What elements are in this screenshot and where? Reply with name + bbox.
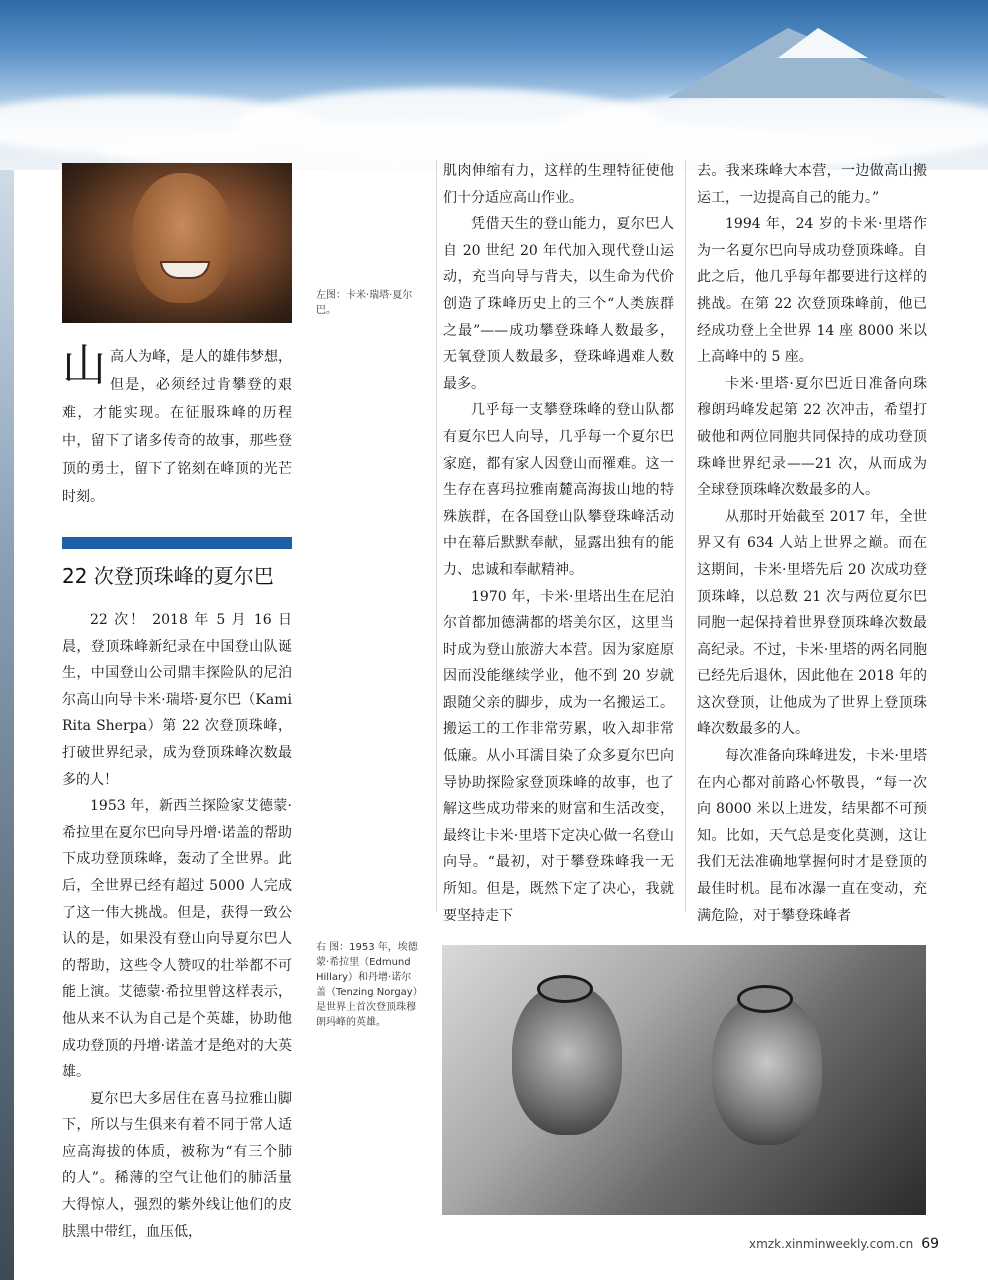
- col3-paragraph: 1994 年，24 岁的卡米·里塔作为一名夏尔巴向导成功登顶珠峰。自此之后，他几乎每年都要进行这样的挑战。在第 22 次登顶珠峰前，他已经成功登上全世界 14 座 8000 米以上高峰中的 5 座。: [697, 216, 927, 366]
- column-divider: [685, 160, 686, 912]
- page-number: 69: [921, 1236, 940, 1252]
- section-title: 22 次登顶珠峰的夏尔巴: [62, 564, 274, 588]
- snow-cap-shape: [778, 28, 868, 58]
- footer-url: xmzk.xinminweekly.com.cn: [749, 1237, 914, 1251]
- column-3: [697, 158, 927, 929]
- hillary-figure: [512, 985, 622, 1135]
- column-divider: [436, 160, 437, 912]
- left-edge-photo-strip: [0, 170, 14, 1280]
- col1-paragraph: 夏尔巴大多居住在喜马拉雅山脚下，所以与生俱来有着不同于常人适应高海拔的体质，被称为“有三个肺的人”。稀薄的空气让他们的肺活量大得惊人，强烈的紫外线让他们的皮肤黑中带红，血压低，: [62, 1090, 292, 1240]
- col1-paragraph: 1953 年，新西兰探险家艾德蒙·希拉里在夏尔巴向导丹增·诺盖的帮助下成功登顶珠峰，轰动了全世界。此后，全世界已经有超过 5000 人完成了这一伟大挑战。但是，获得一致公认的是，如果没有登山向导夏尔巴人的帮助，这些令人赞叹的壮举都不可能上演。艾德蒙·希拉里曾这样表示，他从来不认为自己是个英雄，协助他成功登顶的丹增·诺盖才是绝对的大英雄。: [62, 798, 292, 1081]
- col2-paragraph: 1970 年，卡米·里塔出生在尼泊尔首都加德满都的塔美尔区，这里当时成为登山旅游大本营。因为家庭原因而没能继续学业，他不到 20 岁就跟随父亲的脚步，成为一名搬运工。搬运工的工作非常劳累，收入却非常低廉。从小耳濡目染了众多夏尔巴向导协助探险家登顶珠峰的故事，也了解这些成功带来的财富和生活改变，最终让卡米·里塔下定决心做一名登山向导。“最初，对于攀登珠峰我一无所知。但是，既然下定了决心，我就要坚持走下: [443, 588, 674, 924]
- face-shape: [132, 173, 232, 303]
- col3-paragraph: 去。我来珠峰大本营，一边做高山搬运工，一边提高自己的能力。”: [697, 163, 927, 206]
- column-2: [443, 158, 674, 929]
- norgay-figure: [712, 995, 822, 1145]
- intro-text: 高人为峰，是人的雄伟梦想，但是，必须经过肯攀登的艰难，才能实现。在征服珠峰的历程中，留下了诸多传奇的故事，那些登顶的勇士，留下了铭刻在峰顶的光芒时刻。: [62, 349, 292, 505]
- col3-paragraph: 卡米·里塔·夏尔巴近日准备向珠穆朗玛峰发起第 22 次冲击，希望打破他和两位同胞共同保持的成功登顶珠峰世界纪录——21 次，从而成为全球登顶珠峰次数最多的人。: [697, 375, 927, 499]
- col3-paragraph: 每次准备向珠峰进发，卡米·里塔在内心都对前路心怀敬畏，“每一次向 8000 米以上进发，结果都不可预知。比如，天气总是变化莫测，这让我们无法准确地掌握何时才是登顶的最佳时机。昆布冰瀑一直在变动，充满危险，对于攀登珠峰者: [697, 748, 927, 924]
- goggles-shape: [537, 975, 593, 1003]
- kami-rita-portrait-photo: [62, 163, 292, 323]
- intro-paragraph: [62, 340, 292, 511]
- goggles-shape: [737, 985, 793, 1013]
- col3-paragraph: 从那时开始截至 2017 年，全世界又有 634 人站上世界之巅。而在这期间，卡米·里塔先后 20 次成功登顶珠峰，以总数 21 次与两位夏尔巴同胞一起保持着世界登顶珠峰次数最高纪录。不过，卡米·里塔的两名同胞已经先后退休，因此他在 2018 年的这次登顶，让他成为了世界上登顶珠峰次数最多的人。: [697, 508, 927, 738]
- hillary-norgay-photo: [442, 945, 926, 1215]
- column-1: [62, 607, 292, 1245]
- header-sky-photo: [0, 0, 988, 170]
- historic-photo-caption: 右 图：1953 年，埃德蒙·希拉里（Edmund Hillary）和丹增·诺尔盖（Tenzing Norgay）是世界上首次登顶珠穆朗玛峰的英雄。: [316, 942, 418, 1028]
- col2-paragraph: 几乎每一支攀登珠峰的登山队都有夏尔巴人向导，几乎每一个夏尔巴家庭，都有家人因登山而罹难。这一生存在喜玛拉雅南麓高海拔山地的特殊族群，在各国登山队攀登珠峰活动中在幕后默默奉献，显露出独有的能力、忠诚和奉献精神。: [443, 402, 674, 578]
- col2-paragraph: 凭借天生的登山能力，夏尔巴人自 20 世纪 20 年代加入现代登山运动，充当向导与背夫，以生命为代价创造了珠峰历史上的三个“人类族群之最”——成功攀登珠峰人数最多，无氧登顶人数最多，登珠峰遇难人数最多。: [443, 216, 674, 392]
- page-footer: [749, 1236, 939, 1252]
- section-accent-bar: [62, 537, 292, 549]
- drop-cap: 山: [62, 340, 106, 391]
- col1-paragraph: 22 次！ 2018 年 5 月 16 日晨，登顶珠峰新纪录在中国登山队诞生，中国登山公司鼎丰探险队的尼泊尔高山向导卡米·瑞塔·夏尔巴（Kami Rita Sherpa）第 22 次登顶珠峰，打破世界纪录，成为登顶珠峰次数最多的人！: [62, 612, 292, 788]
- portrait-caption: 左图：卡米·瑞塔·夏尔巴。: [316, 290, 413, 316]
- col2-paragraph: 肌肉伸缩有力，这样的生理特征使他们十分适应高山作业。: [443, 163, 674, 206]
